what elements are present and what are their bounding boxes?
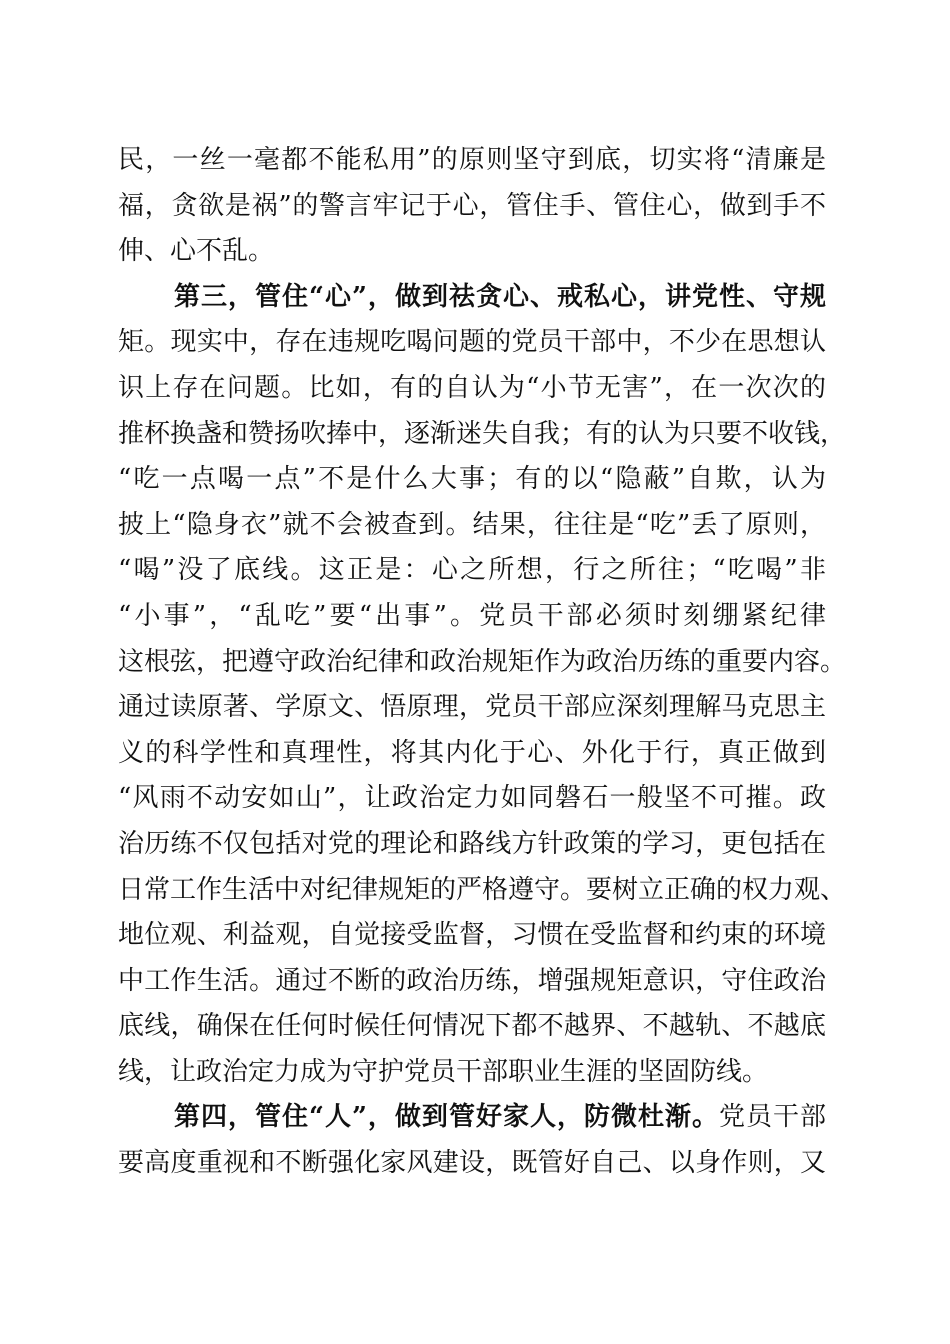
text-line: 披上“隐身衣”就不会被查到。结果，往往是“吃”丢了原则， <box>118 509 826 540</box>
text-line: “风雨不动安如山”，让政治定力如同磐石一般坚不可摧。政 <box>118 783 826 814</box>
paragraph-continuation <box>118 138 826 275</box>
paragraph-third-point <box>118 275 847 1096</box>
text-line: 推杯换盏和赞扬吹捧中，逐渐迷失自我；有的认为只要不收钱， <box>118 418 847 449</box>
text-line: 底线，确保在任何时候任何情况下都不越界、不越轨、不越底 <box>118 1011 826 1042</box>
text-line: 伸、心不乱。 <box>118 236 275 267</box>
text-line: 矩。现实中，存在违规吃喝问题的党员干部中，不少在思想认 <box>118 327 826 358</box>
document-page <box>118 138 847 1187</box>
text-line: 线，让政治定力成为守护党员干部职业生涯的坚固防线。 <box>118 1056 769 1087</box>
text-line: “喝”没了底线。这正是：心之所想，行之所往；“吃喝”非 <box>118 555 826 586</box>
text-line: 要高度重视和不断强化家风建设，既管好自己、以身作则，又 <box>118 1148 826 1179</box>
text-line: 地位观、利益观，自觉接受监督，习惯在受监督和约束的环境 <box>118 920 826 951</box>
text-line: 义的科学性和真理性，将其内化于心、外化于行，真正做到 <box>118 737 826 768</box>
text-line: 治历练不仅包括对党的理论和路线方针政策的学习，更包括在 <box>118 828 826 859</box>
text-line: 通过读原著、学原文、悟原理，党员干部应深刻理解马克思主 <box>118 692 826 723</box>
section-heading-fourth: 第四，管住“人”，做到管好家人，防微杜渐。 <box>174 1102 719 1133</box>
text-fragment: 党员干部 <box>718 1102 826 1133</box>
text-line: 识上存在问题。比如，有的自认为“小节无害”，在一次次的 <box>118 372 826 403</box>
text-line: 福，贪欲是祸”的警言牢记于心，管住手、管住心，做到手不 <box>118 190 826 221</box>
text-line: 中工作生活。通过不断的政治历练，增强规矩意识，守住政治 <box>118 965 826 996</box>
section-heading-line <box>118 1095 826 1141</box>
paragraph-fourth-point <box>118 1095 826 1186</box>
text-line: 这根弦，把遵守政治纪律和政治规矩作为政治历练的重要内容。 <box>118 646 847 677</box>
text-line: 日常工作生活中对纪律规矩的严格遵守。要树立正确的权力观、 <box>118 874 847 905</box>
text-line: “小事”，“乱吃”要“出事”。党员干部必须时刻绷紧纪律 <box>118 600 826 631</box>
text-line: 民，一丝一毫都不能私用”的原则坚守到底，切实将“清廉是 <box>118 145 826 175</box>
text-line: “吃一点喝一点”不是什么大事；有的以“隐蔽”自欺，认为 <box>118 464 826 495</box>
section-heading-third: 第三，管住“心”，做到祛贪心、戒私心，讲党性、守规 <box>174 281 826 312</box>
